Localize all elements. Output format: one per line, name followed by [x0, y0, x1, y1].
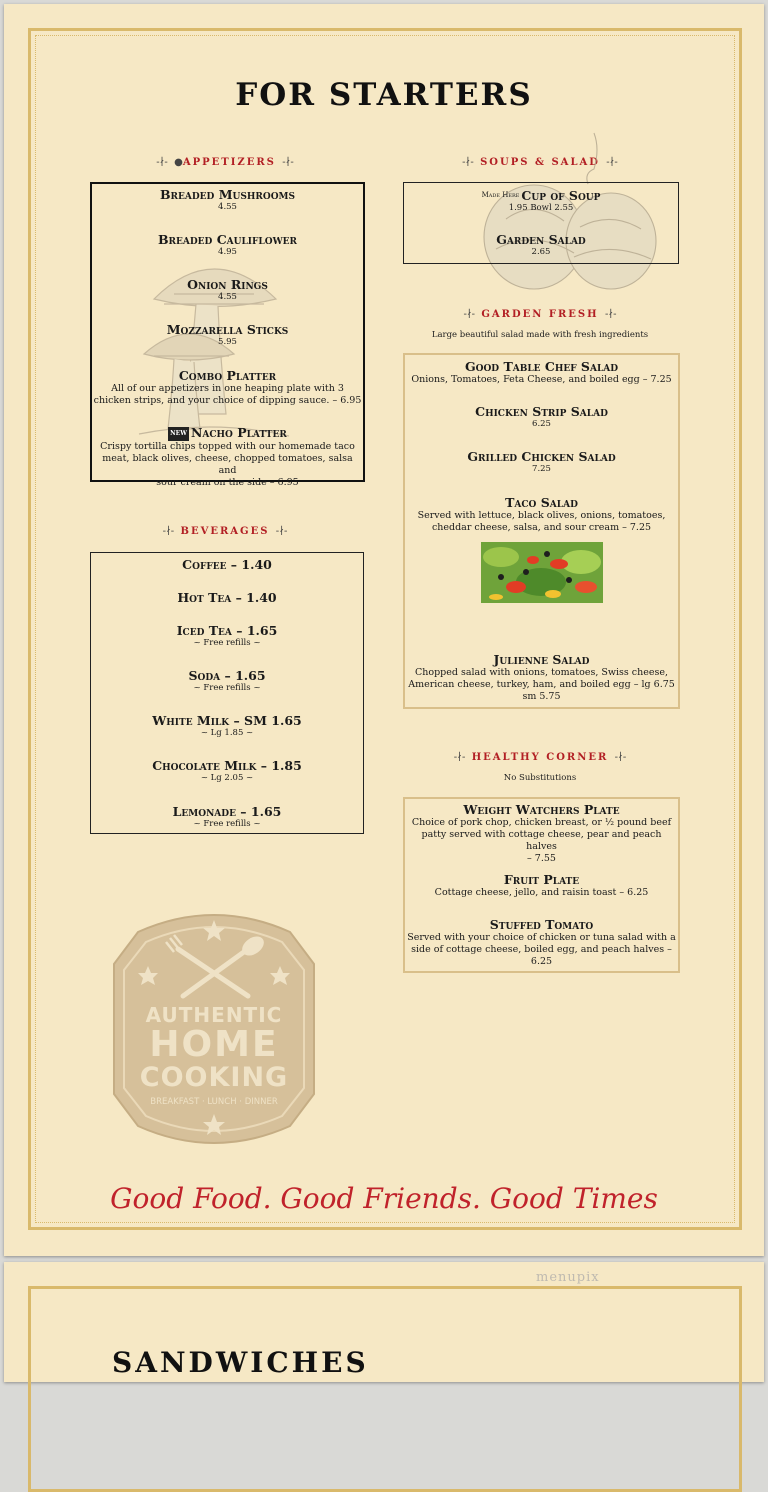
menu-item	[405, 450, 678, 474]
item-note: ~ Lg 2.05 ~	[200, 773, 254, 783]
item-name: Taco Salad	[505, 495, 578, 510]
item-description: Choice of pork chop, chicken breast, or ½ pound beef	[411, 817, 672, 828]
menu-item	[405, 873, 678, 899]
item-name: Fruit Plate	[503, 872, 580, 887]
item-name: Weight Watchers Plate	[463, 802, 620, 817]
item-note: ~ Free refills ~	[193, 683, 261, 693]
item-description: Chopped salad with onions, tomatoes, Swiss cheese,	[414, 667, 669, 678]
item-name: Grilled Chicken Salad	[467, 449, 616, 464]
menu-item	[91, 669, 363, 693]
new-badge: NEW	[168, 427, 189, 441]
item-price: 4.55	[218, 202, 237, 212]
ornament-icon: -∤-	[608, 752, 627, 763]
menu-item	[92, 426, 363, 489]
menu-item	[91, 714, 363, 738]
item-name: Coffee – 1.40	[182, 557, 272, 572]
garden-box	[403, 353, 680, 709]
item-description: Onions, Tomatoes, Feta Cheese, and boiled egg – 7.25	[411, 374, 672, 385]
item-note: ~ Free refills ~	[193, 638, 261, 648]
item-name: Iced Tea – 1.65	[176, 623, 278, 638]
item-description: side of cottage cheese, boiled egg, and peach halves –	[411, 944, 672, 955]
ornament-icon: -∤-	[162, 526, 181, 537]
item-note: ~ Free refills ~	[193, 819, 261, 829]
garden-heading	[404, 309, 676, 320]
item-description: Served with lettuce, black olives, onions, tomatoes,	[417, 510, 666, 521]
menu-page-starters	[4, 4, 764, 1256]
item-price: 4.55	[218, 292, 237, 302]
salad-photo	[481, 542, 603, 603]
item-description: – 7.55	[527, 853, 556, 864]
menu-item	[91, 624, 363, 648]
item-description: meat, black olives, cheese, chopped tomatoes, salsa and	[102, 453, 353, 476]
menu-item	[405, 496, 678, 534]
made-here-tag: Made Here	[481, 191, 520, 199]
menu-item	[91, 759, 363, 783]
item-name: Hot Tea – 1.40	[177, 590, 277, 605]
item-description: patty served with cottage cheese, pear and peach halves	[421, 829, 662, 852]
ornament-icon: -∤-	[599, 157, 618, 168]
item-description: sour cream on the side – 6.95	[156, 477, 299, 488]
item-name: Onion Rings	[187, 277, 268, 292]
beverages-box	[90, 552, 364, 834]
menu-page-sandwiches	[4, 1262, 764, 1382]
menu-item	[405, 653, 678, 703]
item-price: 5.95	[218, 337, 237, 347]
item-name: Lemonade – 1.65	[172, 804, 282, 819]
ornament-icon: -∤-	[275, 157, 294, 168]
menu-item	[92, 188, 363, 212]
item-price: 1.95 Bowl 2.55	[508, 203, 574, 213]
item-note: ~ Lg 1.85 ~	[200, 728, 254, 738]
menu-item	[92, 323, 363, 347]
menu-item	[404, 188, 678, 213]
healthy-subtitle: No Substitutions	[503, 773, 577, 783]
ornament-icon: -∤-	[453, 752, 472, 763]
beverages-heading	[90, 526, 360, 537]
item-description: All of our appetizers in one heaping plate with 3	[111, 383, 344, 394]
item-name: Chicken Strip Salad	[475, 404, 608, 419]
menu-item	[405, 405, 678, 429]
item-price: 2.65	[531, 247, 551, 257]
soups-box	[403, 182, 679, 264]
appetizers-heading	[90, 157, 360, 168]
appetizers-box	[90, 182, 365, 488]
healthy-box	[403, 797, 680, 973]
menu-item	[404, 233, 678, 257]
item-description: chicken strips, and your choice of dipping sauce. – 6.95	[93, 395, 362, 406]
item-name: Breaded Mushrooms	[159, 187, 296, 202]
ornament-icon: -∤- ●	[156, 157, 183, 168]
menu-item	[92, 369, 363, 407]
stamp-line-3: COOKING	[139, 1062, 289, 1093]
beverages-heading-label: BEVERAGES	[180, 526, 270, 537]
item-price: 6.25	[532, 419, 551, 429]
appetizers-heading-label: APPETIZERS	[182, 157, 276, 168]
item-price: 4.95	[218, 247, 237, 257]
item-description: Crispy tortilla chips topped with our homemade taco	[100, 441, 355, 452]
watermark: menupix	[536, 1270, 600, 1285]
menu-item	[92, 278, 363, 302]
garden-subtitle: Large beautiful salad made with fresh ingredients	[431, 330, 649, 340]
ornament-icon: -∤-	[269, 526, 288, 537]
stamp-line-4: BREAKFAST · LUNCH · DINNER	[150, 1097, 278, 1107]
authentic-home-cooking-stamp	[108, 904, 320, 1154]
healthy-heading-label: HEALTHY CORNER	[471, 752, 609, 763]
page-title: FOR STARTERS	[235, 77, 533, 113]
item-name: Nacho Platter	[190, 425, 287, 440]
item-price: 7.25	[532, 464, 551, 474]
item-name: White Milk – SM 1.65	[152, 713, 302, 728]
page-border	[28, 1286, 742, 1492]
ornament-icon: -∤-	[462, 157, 481, 168]
item-description: Served with your choice of chicken or tuna salad with a	[407, 932, 676, 943]
item-name: Breaded Cauliflower	[157, 232, 298, 247]
item-description: Cottage cheese, jello, and raisin toast – 6.25	[434, 887, 649, 898]
item-name: Cup of Soup	[521, 188, 601, 203]
menu-item	[91, 591, 363, 605]
menu-item	[405, 918, 678, 968]
stamp-line-1: AUTHENTIC	[145, 1003, 283, 1027]
healthy-heading	[404, 752, 676, 763]
item-name: Stuffed Tomato	[489, 917, 594, 932]
item-name: Combo Platter	[178, 368, 277, 383]
item-name: Garden Salad	[496, 232, 586, 247]
next-page-title: SANDWICHES	[112, 1346, 369, 1379]
item-description: 6.25	[530, 956, 553, 967]
stamp-line-2: HOME	[149, 1024, 279, 1065]
menu-item	[405, 360, 678, 386]
item-name: Julienne Salad	[493, 652, 590, 667]
menu-item	[405, 803, 678, 865]
menu-item	[92, 233, 363, 257]
soups-heading-label: SOUPS & SALAD	[480, 157, 600, 168]
item-description: cheddar cheese, salsa, and sour cream – 7.25	[431, 522, 652, 533]
item-description: sm 5.75	[522, 691, 561, 702]
garden-heading-label: GARDEN FRESH	[481, 309, 599, 320]
ornament-icon: -∤-	[598, 309, 617, 320]
ornament-icon: -∤-	[463, 309, 482, 320]
item-name: Chocolate Milk – 1.85	[152, 758, 302, 773]
menu-item	[91, 558, 363, 572]
menu-item	[91, 805, 363, 829]
item-name: Good Table Chef Salad	[464, 359, 619, 374]
item-name: Mozzarella Sticks	[166, 322, 289, 337]
slogan: Good Food. Good Friends. Good Times	[110, 1182, 658, 1215]
item-description: American cheese, turkey, ham, and boiled egg – lg 6.75	[408, 679, 675, 690]
item-name: Soda – 1.65	[188, 668, 266, 683]
